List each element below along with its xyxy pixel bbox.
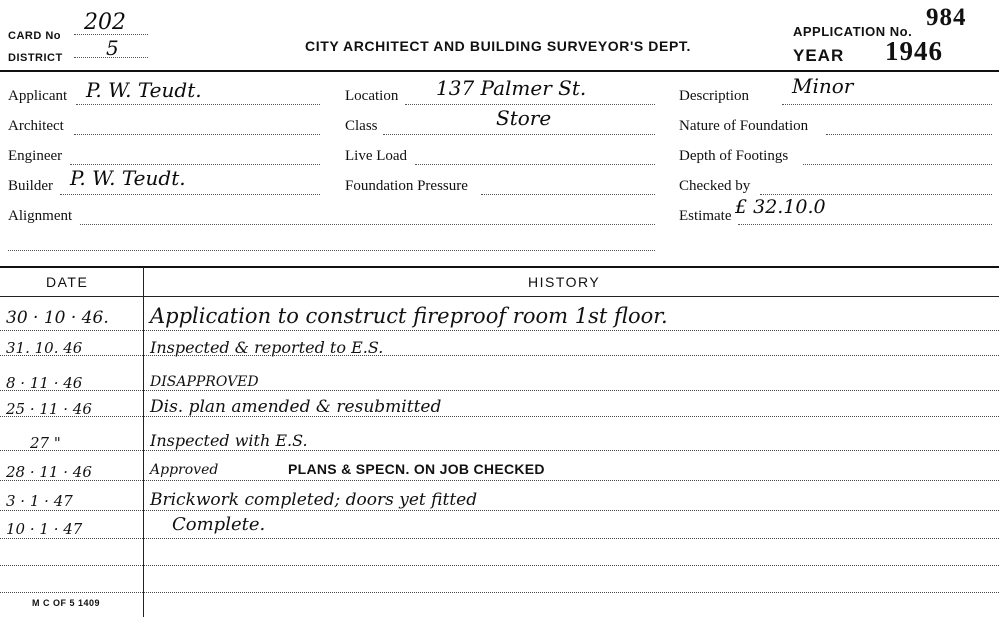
history-entry-3: DISAPPROVED bbox=[150, 374, 259, 390]
history-date-6: 28 · 11 · 46 bbox=[6, 463, 92, 481]
class-line bbox=[383, 134, 655, 135]
district-line bbox=[74, 57, 148, 58]
plans-checked-stamp: PLANS & SPECN. ON JOB CHECKED bbox=[288, 461, 545, 477]
estimate-label: Estimate bbox=[679, 208, 732, 224]
applicant-label: Applicant bbox=[8, 88, 68, 104]
nature-of-foundation-line bbox=[826, 134, 992, 135]
history-date-3: 8 · 11 · 46 bbox=[6, 374, 83, 392]
depth-of-footings-label: Depth of Footings bbox=[679, 148, 789, 164]
history-date-4: 25 · 11 · 46 bbox=[6, 400, 92, 418]
description-label: Description bbox=[679, 88, 749, 104]
year-value: 1946 bbox=[885, 36, 943, 66]
history-entry-1-text: Application to construct fireproof room 1st floor. bbox=[150, 304, 668, 328]
rule-1 bbox=[0, 330, 999, 331]
history-entry-4: Dis. plan amended & resubmitted bbox=[150, 397, 442, 417]
history-entry-1 bbox=[150, 304, 668, 328]
card-no-value: 202 bbox=[84, 10, 126, 35]
class-value: Store bbox=[496, 106, 552, 130]
district-label: DISTRICT bbox=[8, 52, 63, 64]
history-date-5: 27 " bbox=[30, 434, 61, 452]
engineer-line bbox=[70, 164, 320, 165]
department-title: CITY ARCHITECT AND BUILDING SURVEYOR'S DEPT. bbox=[305, 38, 691, 54]
rule-7 bbox=[0, 510, 999, 511]
foundation-pressure-label: Foundation Pressure bbox=[345, 178, 468, 194]
builder-line bbox=[60, 194, 320, 195]
date-column-header: DATE bbox=[46, 274, 89, 290]
history-date-7: 3 · 1 · 47 bbox=[6, 492, 73, 510]
application-number: 984 bbox=[926, 4, 967, 31]
checked-by-label: Checked by bbox=[679, 178, 751, 194]
history-entry-8: Complete. bbox=[172, 514, 266, 535]
live-load-line bbox=[415, 164, 655, 165]
applicant-value: P. W. Teudt. bbox=[86, 78, 202, 102]
location-label: Location bbox=[345, 88, 399, 104]
architect-label: Architect bbox=[8, 118, 64, 134]
district-value: 5 bbox=[106, 36, 119, 60]
history-date-8: 10 · 1 · 47 bbox=[6, 520, 83, 538]
history-header-rule bbox=[0, 296, 999, 297]
card-no-line bbox=[74, 34, 148, 35]
architect-line bbox=[74, 134, 320, 135]
alignment-label: Alignment bbox=[8, 208, 73, 224]
description-line bbox=[782, 104, 992, 105]
history-date-1: 30 · 10 · 46. bbox=[6, 308, 109, 328]
year-label: YEAR bbox=[793, 46, 845, 65]
location-value: 137 Palmer St. bbox=[436, 76, 587, 100]
alignment-line bbox=[80, 224, 655, 225]
history-entry-6: Approved bbox=[150, 462, 219, 478]
application-label: APPLICATION No. bbox=[793, 24, 913, 39]
history-date-2: 31. 10. 46 bbox=[6, 339, 83, 357]
checked-by-line bbox=[760, 194, 992, 195]
alignment-extra-line bbox=[8, 250, 655, 251]
history-entry-5: Inspected with E.S. bbox=[150, 431, 308, 450]
estimate-value: £ 32.10.0 bbox=[735, 196, 826, 218]
rule-10 bbox=[0, 592, 999, 593]
applicant-line bbox=[76, 104, 320, 105]
live-load-label: Live Load bbox=[345, 148, 408, 164]
card-no-label: CARD No bbox=[8, 30, 61, 42]
form-number: M C OF 5 1409 bbox=[32, 598, 101, 608]
rule-3 bbox=[0, 390, 999, 391]
history-entry-2: Inspected & reported to E.S. bbox=[150, 338, 384, 357]
description-value: Minor bbox=[792, 74, 854, 98]
builder-value: P. W. Teudt. bbox=[70, 166, 186, 190]
history-entry-7: Brickwork completed; doors yet fitted bbox=[150, 490, 478, 510]
foundation-pressure-line bbox=[481, 194, 655, 195]
rule-8 bbox=[0, 538, 999, 539]
estimate-line bbox=[738, 224, 992, 225]
location-line bbox=[405, 104, 655, 105]
rule-9 bbox=[0, 565, 999, 566]
header-rule bbox=[0, 70, 999, 72]
history-top-rule bbox=[0, 266, 999, 268]
engineer-label: Engineer bbox=[8, 148, 63, 164]
nature-of-foundation-label: Nature of Foundation bbox=[679, 118, 809, 134]
depth-of-footings-line bbox=[803, 164, 992, 165]
class-label: Class bbox=[345, 118, 378, 134]
rule-6 bbox=[0, 480, 999, 481]
builder-label: Builder bbox=[8, 178, 53, 194]
history-column-header: HISTORY bbox=[528, 274, 601, 290]
